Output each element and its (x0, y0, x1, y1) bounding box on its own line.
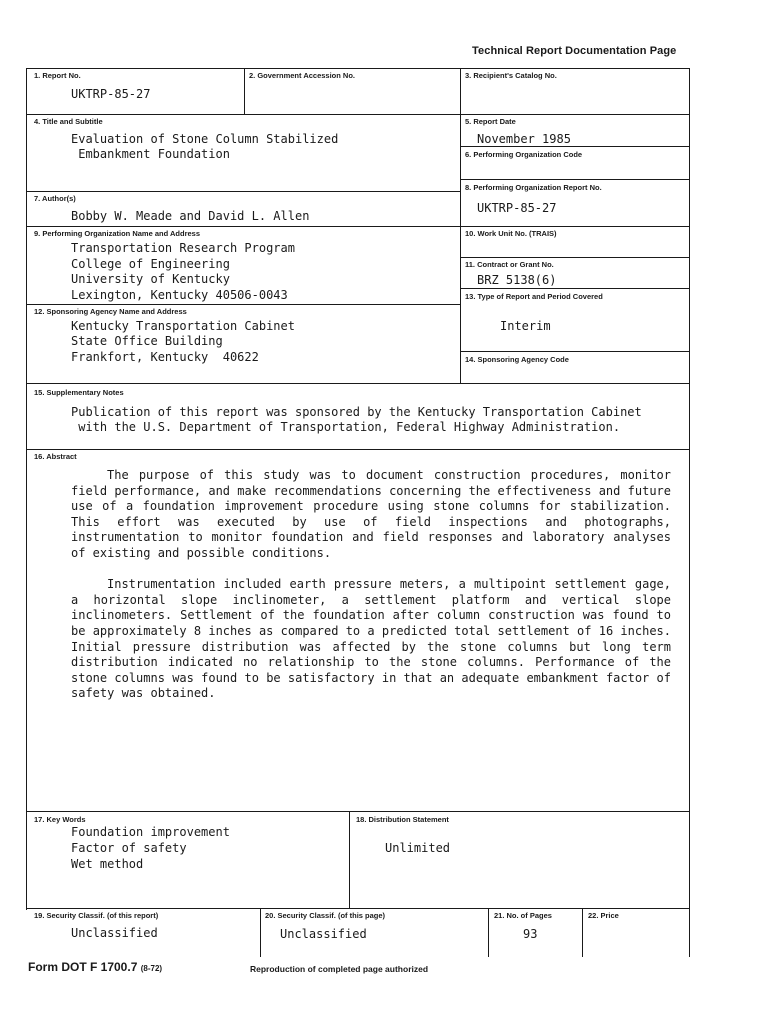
label-price: 22. Price (588, 911, 619, 920)
label-security-page: 20. Security Classif. (of this page) (265, 911, 386, 920)
distribution-value: Unlimited (385, 841, 451, 855)
row-line-left-7 (26, 191, 460, 192)
label-report-type: 13. Type of Report and Period Covered (465, 292, 603, 301)
outer-right-border-bottom (689, 811, 690, 957)
label-performing-org-report-no: 8. Performing Organization Report No. (465, 183, 602, 192)
performing-org-line-3: University of Kentucky (71, 272, 230, 286)
row-line-17 (26, 811, 690, 812)
row-line-right-14 (460, 351, 690, 352)
label-title-subtitle: 4. Title and Subtitle (34, 117, 103, 126)
col-line-21 (488, 908, 489, 957)
label-work-unit: 10. Work Unit No. (TRAIS) (465, 229, 557, 238)
label-report-date: 5. Report Date (465, 117, 516, 126)
label-performing-org-code: 6. Performing Organization Code (465, 150, 583, 159)
form-date: (8-72) (140, 964, 163, 973)
label-gov-accession: 2. Government Accession No. (249, 71, 356, 80)
form-number (28, 960, 162, 974)
row-line-15 (26, 383, 690, 384)
label-sponsoring-agency: 12. Sponsoring Agency Name and Address (34, 307, 187, 316)
row-line-16 (26, 449, 690, 450)
label-abstract: 16. Abstract (34, 452, 77, 461)
col-line-2 (244, 68, 245, 114)
reproduction-note: Reproduction of completed page authorized (250, 964, 429, 974)
top-border (26, 68, 690, 69)
title-line-2: Embankment Foundation (71, 147, 230, 161)
label-recipient-catalog: 3. Recipient's Catalog No. (465, 71, 557, 80)
abstract-paragraph-2: Instrumentation included earth pressure meters, a multipoint settlement gage, a horizontal slope inclinometer, a settlement platform and vertical slope inclinometers. Settlement of the foundation after column construction was found to be approximately 8 inches as compared to a predicted total settlement of 16 inches. Initial pressure distribution was affected by the stone columns but long term distribution indicated no relationship to the stone columns. Performance of the stone columns was found to be satisfactory in that an adequate embankment factor of safety was obtained. (71, 577, 671, 701)
outer-left-border (26, 68, 27, 910)
label-num-pages: 21. No. of Pages (494, 911, 552, 920)
label-security-report: 19. Security Classif. (of this report) (34, 911, 159, 920)
sponsoring-agency-line-2: State Office Building (71, 334, 223, 348)
security-page-value: Unclassified (280, 927, 367, 941)
label-contract-grant: 11. Contract or Grant No. (465, 260, 554, 269)
label-key-words: 17. Key Words (34, 815, 86, 824)
num-pages-value: 93 (523, 927, 538, 941)
col-line-22 (582, 908, 583, 957)
report-type-value: Interim (500, 319, 551, 333)
row-line-left-12 (26, 304, 460, 305)
label-report-no: 1. Report No. (34, 71, 81, 80)
contract-grant-value: BRZ 5138(6) (477, 273, 557, 287)
label-performing-org: 9. Performing Organization Name and Address (34, 229, 201, 238)
authors-value: Bobby W. Meade and David L. Allen (71, 209, 310, 223)
key-words-line-3: Wet method (71, 857, 144, 871)
key-words-line-1: Foundation improvement (71, 825, 230, 839)
outer-right-border-lower (689, 383, 690, 811)
form-number-label: Form DOT F 1700.7 (28, 960, 138, 974)
row-line-1 (26, 114, 690, 115)
key-words-line-2: Factor of safety (71, 841, 187, 855)
row-line-right-11 (460, 257, 690, 258)
label-sponsoring-agency-code: 14. Sponsoring Agency Code (465, 355, 569, 364)
performing-org-line-4: Lexington, Kentucky 40506-0043 (71, 288, 288, 302)
performing-org-line-2: College of Engineering (71, 257, 230, 271)
sponsoring-agency-line-3: Frankfort, Kentucky 40622 (71, 350, 259, 364)
abstract-body (71, 468, 671, 718)
abstract-paragraph-1: The purpose of this study was to document construction procedures, monitor field performance, and make recommendations concerning the effectiveness and future use of a foundation improvement procedure using stone columns for stabilization. This effort was executed by use of field inspections and photographs, instrumentation to monitor foundation and field responses and laboratory analyses of existing and possible conditions. (71, 468, 671, 560)
performing-org-line-1: Transportation Research Program (71, 241, 295, 255)
sponsoring-agency-line-1: Kentucky Transportation Cabinet (71, 319, 295, 333)
label-authors: 7. Author(s) (34, 194, 76, 203)
row-line-19 (26, 908, 690, 909)
supplementary-notes-line-2: with the U.S. Department of Transportation, Federal Highway Administration. (71, 420, 621, 434)
security-report-value: Unclassified (71, 926, 158, 940)
col-line-20 (260, 908, 261, 957)
performing-org-report-no-value: UKTRP-85-27 (477, 201, 557, 215)
row-line-right-6 (460, 179, 690, 180)
page-title: Technical Report Documentation Page (472, 45, 677, 57)
col-line-3 (460, 68, 461, 383)
supplementary-notes-line-1: Publication of this report was sponsored by the Kentucky Transportation Cabinet (71, 405, 642, 419)
label-supplementary-notes: 15. Supplementary Notes (34, 388, 124, 397)
label-distribution: 18. Distribution Statement (356, 815, 449, 824)
report-no-value: UKTRP-85-27 (71, 87, 151, 101)
title-line-1: Evaluation of Stone Column Stabilized (71, 132, 339, 146)
col-line-18 (349, 811, 350, 908)
report-date-value: November 1985 (477, 132, 571, 146)
row-line-9 (26, 226, 690, 227)
